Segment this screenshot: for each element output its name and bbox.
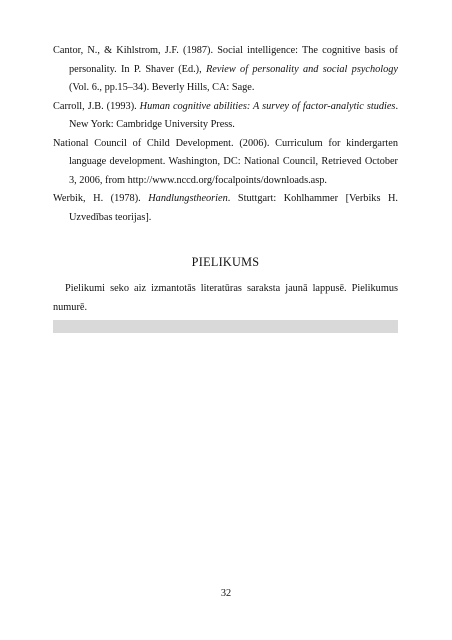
reference-list <box>53 42 398 227</box>
reference-entry <box>53 190 398 227</box>
reference-title: Review of personality and social psychology <box>206 63 398 75</box>
reference-entry <box>53 98 398 135</box>
section-body: Pielikumi seko aiz izmantotās literatūras saraksta jaunā lappusē. Pielikumus numurē. <box>53 283 398 313</box>
reference-text: . Stuttgart: Kohlhammer [Verbiks H. Uzvedības teorijas]. <box>69 193 398 223</box>
reference-text: Cantor, N., & Kihlstrom, J.F. (1987). Social intelligence: The cognitive basis of personality. In P. Shaver (Ed.), <box>53 45 398 75</box>
reference-text: Werbik, H. (1978). <box>53 193 149 204</box>
highlight-bar <box>53 320 398 333</box>
reference-text: (Vol. 6., pp.15–34). Beverly Hills, CA: Sage. <box>69 82 255 93</box>
reference-title: Human cognitive abilities: A survey of factor-analytic studies <box>139 100 396 112</box>
page-number: 32 <box>220 588 232 599</box>
reference-text: . New York: Cambridge University Press. <box>69 100 399 130</box>
reference-entry <box>53 135 398 191</box>
reference-entry <box>53 42 398 98</box>
reference-text: National Council of Child Development. (2006). Curriculum for kindergarten language development. Washington, DC: National Council, Retrieved October 3, 2006, from http://www.nccd.org/focalpoints/downloads.asp. <box>53 137 398 186</box>
section-heading: PIELIKUMS <box>191 255 260 269</box>
reference-text: Carroll, J.B. (1993). <box>53 100 140 112</box>
reference-title: Handlungstheorien <box>148 193 228 204</box>
